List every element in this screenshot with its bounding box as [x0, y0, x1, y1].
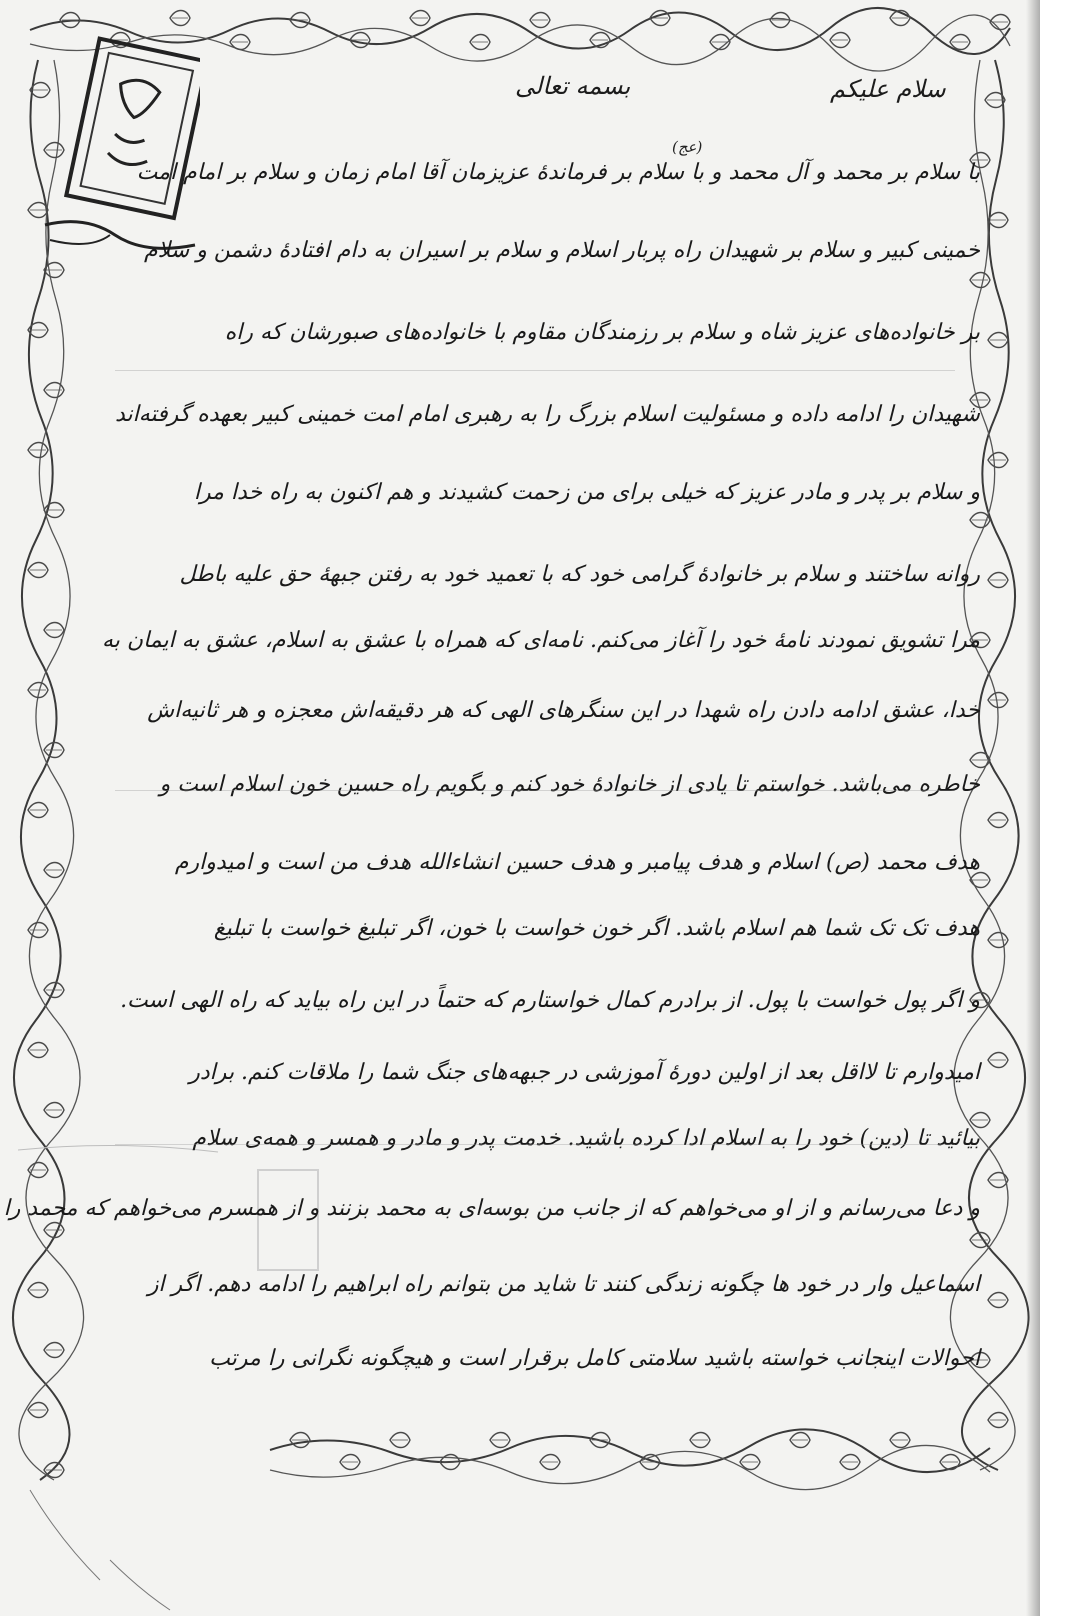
letter-heading-bismillah: بسمه تعالی [515, 72, 631, 100]
scan-edge-shadow [1026, 0, 1040, 1616]
letter-line-10: هدف محمد (ص) اسلام و هدف پیامبر و هدف حسین انشاءالله هدف من است و امیدوارم [174, 850, 980, 875]
scan-margin [1040, 0, 1072, 1616]
letter-salutation: سلام علیکم [830, 75, 946, 103]
letter-line-16: اسماعیل وار در خود ها چگونه زندگی کنند تا شاید من بتوانم راه ابراهیم را ادامه دهم. اگر از [147, 1272, 980, 1297]
letter-line-11: هدف تک تک شما هم اسلام باشد. اگر خون خواست با خون، اگر تبلیغ خواست با تبلیغ [213, 916, 980, 941]
honorific-abbreviation: (عج) [672, 138, 703, 156]
letter-line-9: خاطره می‌باشد. خواستم تا یادی از خانوادهٔ خود کنم و بگویم راه حسین خون اسلام است و [159, 772, 980, 797]
letter-line-5: و سلام بر پدر و مادر عزیز که خیلی برای من زحمت کشیدند و هم اکنون به راه خدا مرا [193, 480, 980, 505]
letter-line-8: خدا، عشق ادامه دادن راه شهدا در این سنگرهای الهی که هر دقیقه‌اش معجزه و هر ثانیه‌اش [147, 698, 980, 723]
faint-ruled-line [115, 790, 955, 791]
letter-line-17: احوالات اینجانب خواسته باشید سلامتی کامل برقرار است و هیچگونه نگرانی را مرتب [209, 1346, 980, 1371]
letter-line-4: شهیدان را ادامه داده و مسئولیت اسلام بزرگ را به رهبری امام امت خمینی کبیر بعهده گرفته‌اند [114, 402, 980, 427]
faint-ruled-line [115, 370, 955, 371]
faint-ruled-line [115, 1144, 955, 1145]
letter-line-7: مرا تشویق نمودند نامهٔ خود را آغاز می‌کنم. نامه‌ای که همراه با عشق به اسلام، عشق به ایمان به [102, 628, 980, 653]
letter-line-12: و اگر پول خواست با پول. از برادرم کمال خواستارم که حتماً در این راه بیاید که راه الهی است. [120, 988, 980, 1013]
letter-line-13: امیدوارم تا لااقل بعد از اولین دورهٔ آموزشی در جبهه‌های جنگ شما را ملاقات کنم. برادر [189, 1060, 980, 1085]
letter-line-15: و دعا می‌رسانم و از او می‌خواهم که از جانب من بوسه‌ای به محمد بزنند و از همسرم می‌خواهم که محمد را [3, 1196, 980, 1221]
letter-line-3: بر خانواده‌های عزیز شاه و سلام بر رزمندگان مقاوم با خانواده‌های صبورشان که راه [224, 320, 980, 345]
letter-line-14: بیائید تا (دین) خود را به اسلام ادا کرده باشید. خدمت پدر و مادر و همسر و همه‌ی سلام [192, 1126, 980, 1151]
letter-line-2: خمینی کبیر و سلام بر شهیدان راه پربار اسلام و سلام بر اسیران به دام افتادهٔ دشمن و سلام [144, 238, 980, 263]
seal-stamp [40, 25, 200, 265]
letter-line-6: روانه ساختند و سلام بر خانوادهٔ گرامی خود که با تعمید خود به رفتن جبههٔ حق علیه باطل [179, 562, 980, 587]
letter-line-1: با سلام بر محمد و آل محمد و با سلام بر فرماندهٔ عزیزمان آقا امام زمان و سلام بر امام امت [136, 160, 980, 185]
